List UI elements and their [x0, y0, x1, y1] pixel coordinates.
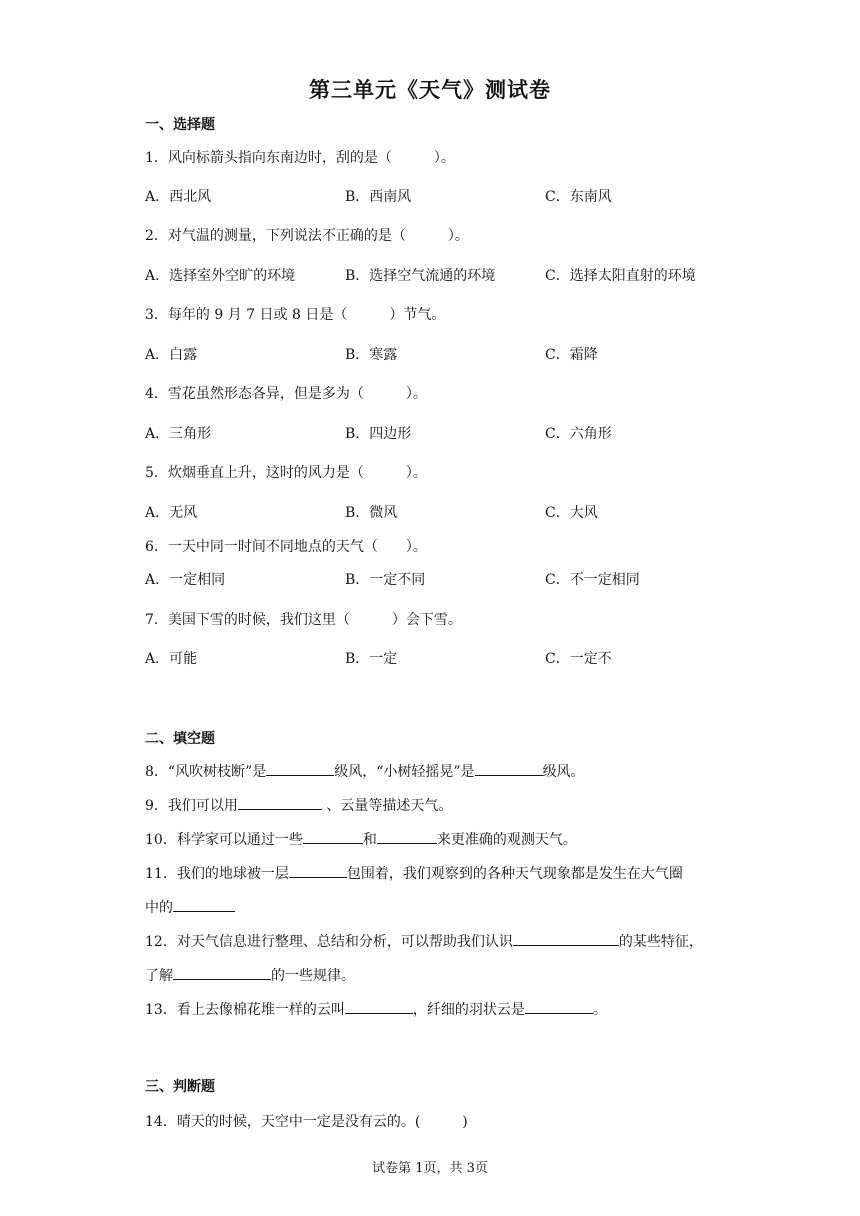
q5-option-a: A．无风	[145, 505, 198, 521]
q8-blank-1[interactable]	[266, 761, 334, 776]
q11-blank-1[interactable]	[289, 863, 347, 878]
q12-blank-1[interactable]	[513, 931, 619, 946]
q7-option-c: C．一定不	[545, 651, 612, 667]
q13-text-2: ，纤细的羽状云是	[412, 1002, 525, 1018]
q10-text-3: 来更准确的观测天气。	[436, 832, 577, 848]
q8-text-2: 级风，“小树轻摇晃”是	[334, 764, 475, 780]
q4-option-a: A．三角形	[145, 426, 212, 442]
page-footer: 试卷第 1页，共 3页	[372, 1161, 488, 1176]
question-11-continued	[145, 897, 235, 917]
q13-text-3: 。	[592, 1002, 607, 1018]
q8-blank-2[interactable]	[475, 761, 543, 776]
question-2: 2．对气温的测量，下列说法不正确的是（ ）。	[145, 228, 469, 244]
question-7: 7．美国下雪的时候，我们这里（ ）会下雪。	[145, 612, 462, 628]
question-14: 14．晴天的时候，天空中一定是没有云的。( )	[145, 1114, 468, 1130]
q3-option-b: B．寒露	[345, 347, 398, 363]
q8-text-1: 8．“风吹树枝断”是	[145, 764, 267, 780]
page-title: 第三单元《天气》测试卷	[309, 78, 551, 102]
q11-text-2: 包围着，我们观察到的各种天气现象都是发生在大气圈	[346, 866, 683, 882]
q6-option-c: C．不一定相同	[545, 572, 640, 588]
q1-option-a: A．西北风	[145, 189, 212, 205]
q10-text-2: 和	[362, 832, 377, 848]
q10-text-1: 10．科学家可以通过一些	[145, 832, 303, 848]
q12-text-1: 12．对天气信息进行整理、总结和分析，可以帮助我们认识	[145, 934, 513, 950]
q4-option-c: C．六角形	[545, 426, 612, 442]
q9-text-2: 、云量等描述天气。	[321, 798, 453, 814]
q12-text-3: 了解	[145, 968, 173, 984]
q13-blank-1[interactable]	[345, 999, 413, 1014]
section-heading-multiple-choice: 一、选择题	[145, 117, 215, 133]
question-8	[145, 761, 585, 781]
q1-option-b: B．西南风	[345, 189, 412, 205]
q7-option-b: B．一定	[345, 651, 398, 667]
question-3: 3．每年的 9 月 7 日或 8 日是（ ）节气。	[145, 307, 446, 323]
q12-blank-2[interactable]	[173, 965, 271, 980]
question-11	[145, 863, 683, 883]
q4-option-b: B．四边形	[345, 426, 412, 442]
q5-option-c: C．大风	[545, 505, 598, 521]
q2-option-a: A．选择室外空旷的环境	[145, 268, 296, 284]
q6-option-a: A．一定相同	[145, 572, 226, 588]
q11-blank-2[interactable]	[173, 897, 235, 912]
q9-blank-1[interactable]	[238, 795, 322, 810]
q9-text-1: 9．我们可以用	[145, 798, 238, 814]
q10-blank-1[interactable]	[303, 829, 363, 844]
question-6: 6．一天中同一时间不同地点的天气（ ）。	[145, 539, 427, 555]
q11-text-1: 11．我们的地球被一层	[145, 866, 289, 882]
question-13	[145, 999, 607, 1019]
section-heading-true-false: 三、判断题	[145, 1079, 215, 1095]
q12-text-2: 的某些特征，	[618, 934, 703, 950]
question-1: 1．风向标箭头指向东南边时，刮的是（ ）。	[145, 150, 455, 166]
question-12	[145, 931, 703, 951]
q3-option-a: A．白露	[145, 347, 198, 363]
q2-option-b: B．选择空气流通的环境	[345, 268, 496, 284]
q13-blank-2[interactable]	[525, 999, 593, 1014]
q10-blank-2[interactable]	[377, 829, 437, 844]
question-5: 5．炊烟垂直上升，这时的风力是（ ）。	[145, 465, 427, 481]
q12-text-4: 的一些规律。	[271, 968, 355, 984]
question-4: 4．雪花虽然形态各异，但是多为（ ）。	[145, 386, 427, 402]
q5-option-b: B．微风	[345, 505, 398, 521]
q1-option-c: C．东南风	[545, 189, 612, 205]
question-12-continued	[145, 965, 355, 985]
q11-text-3: 中的	[145, 900, 173, 916]
question-10	[145, 829, 577, 849]
q8-text-3: 级风。	[542, 764, 585, 780]
q2-option-c: C．选择太阳直射的环境	[545, 268, 696, 284]
q13-text-1: 13．看上去像棉花堆一样的云叫	[145, 1002, 345, 1018]
section-heading-fill-in: 二、填空题	[145, 731, 215, 747]
q6-option-b: B．一定不同	[345, 572, 426, 588]
q7-option-a: A．可能	[145, 651, 198, 667]
question-9	[145, 795, 452, 815]
q3-option-c: C．霜降	[545, 347, 598, 363]
